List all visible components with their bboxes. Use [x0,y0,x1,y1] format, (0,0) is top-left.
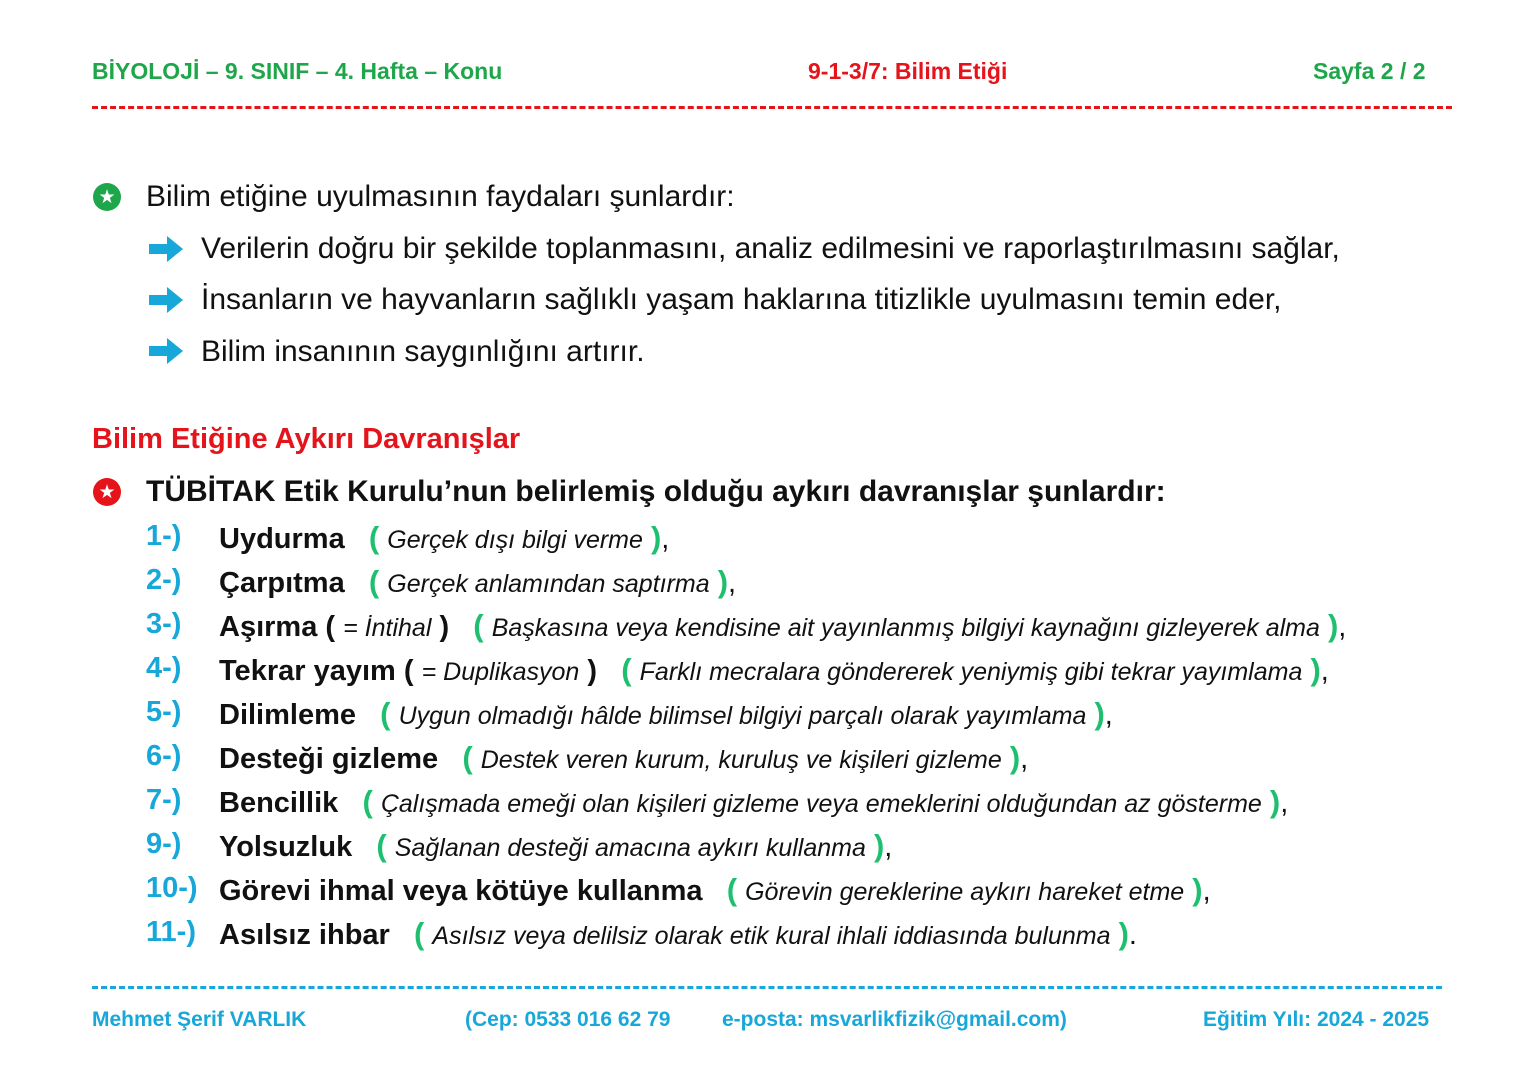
item-number: 9-) [146,828,182,860]
item-term: Tekrar yayım [219,655,396,687]
item-number: 10-) [146,872,198,904]
item-description: Başkasına veya kendisine ait yayınlanmış bilgiyi kaynağını gizleyerek alma [491,614,1320,642]
item-term: Çarpıtma [219,567,345,599]
item-number: 5-) [146,696,182,728]
item-number: 1-) [146,520,182,552]
benefit-item: Verilerin doğru bir şekilde toplanmasını, analiz edilmesini ve raporlaştırılmasını sağlar, [201,232,1340,265]
misconduct-lead: TÜBİTAK Etik Kurulu’nun belirlemiş olduğu aykırı davranışlar şunlardır: [146,475,1166,508]
item-description: Çalışmada emeği olan kişileri gizleme veya emeklerini olduğundan az gösterme [380,790,1262,818]
item-description: Destek veren kurum, kuruluş ve kişileri gizleme [480,746,1002,774]
item-description: Asılsız veya delilsiz olarak etik kural ihlali iddiasında bulunma [432,922,1111,950]
header-divider [92,106,1452,109]
section-title: Bilim Etiğine Aykırı Davranışlar [92,423,521,455]
item-term: Desteği gizleme [219,743,439,775]
arrow-right-icon [147,285,185,315]
footer-email: e-posta: msvarlikfizik@gmail.com) [722,1008,1067,1031]
item-term: Yolsuzluk [219,831,353,863]
benefit-item: Bilim insanının saygınlığını artırır. [201,335,645,368]
item-term: Uydurma [219,523,345,555]
footer-author: Mehmet Şerif VARLIK [92,1008,307,1031]
item-number: 7-) [146,784,182,816]
star-circle-icon: ★ [93,478,121,506]
star-circle-icon: ★ [93,183,121,211]
item-description: Uygun olmadığı hâlde bilimsel bilgiyi parçalı olarak yayımlama [398,702,1087,730]
header-topic: 9-1-3/7: Bilim Etiği [808,58,1008,84]
item-term: Asılsız ihbar [219,919,390,951]
item-term: Bencillik [219,787,339,819]
item-synonym: = Duplikasyon [421,658,580,686]
item-term: Görevi ihmal veya kötüye kullanma [219,875,703,907]
item-number: 11-) [146,916,196,948]
item-description: Görevin gereklerine aykırı hareket etme [745,878,1185,906]
item-description: Gerçek dışı bilgi verme [387,526,643,554]
footer-phone: (Cep: 0533 016 62 79 [465,1008,671,1031]
header-page-number: Sayfa 2 / 2 [1313,58,1426,84]
arrow-right-icon [147,336,185,366]
item-description: Sağlanan desteği amacına aykırı kullanma [394,834,866,862]
footer-divider [92,986,1442,989]
benefit-item: İnsanların ve hayvanların sağlıklı yaşam haklarına titizlikle uyulmasını temin eder, [201,283,1282,316]
item-term: Dilimleme [219,699,356,731]
footer-year: Eğitim Yılı: 2024 - 2025 [1203,1008,1430,1031]
arrow-right-icon [147,234,185,264]
item-number: 4-) [146,652,182,684]
item-number: 3-) [146,608,182,640]
header-subject: BİYOLOJİ – 9. SINIF – 4. Hafta – Konu [92,58,503,84]
item-number: 6-) [146,740,182,772]
item-description: Farklı mecralara göndererek yeniymiş gibi tekrar yayımlama [639,658,1303,686]
item-synonym: = İntihal [343,614,432,642]
item-term: Aşırma [219,611,318,643]
item-number: 2-) [146,564,182,596]
benefits-intro: Bilim etiğine uyulmasının faydaları şunlardır: [146,180,735,213]
item-description: Gerçek anlamından saptırma [387,570,710,598]
